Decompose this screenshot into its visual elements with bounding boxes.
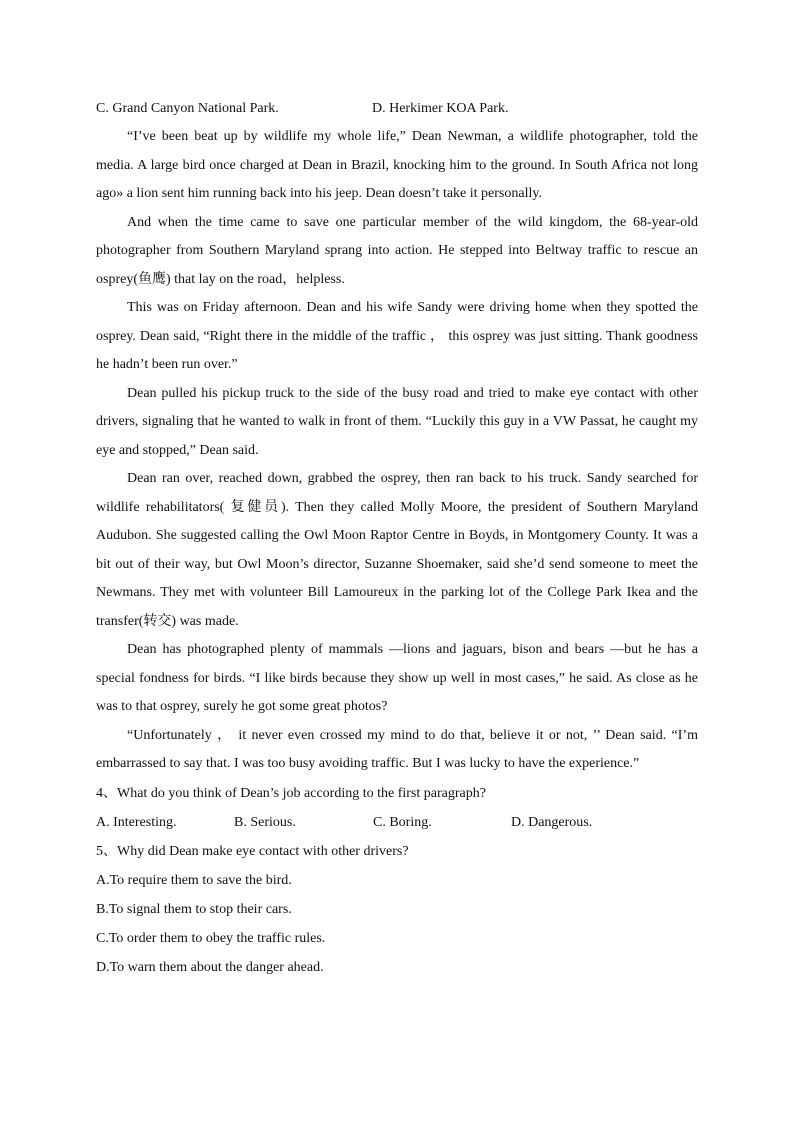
- passage-paragraph-5: Dean ran over, reached down, grabbed the osprey, then ran back to his truck. Sandy searched for wildlife rehabilitators( 复健员). Then they called Molly Moore, the president of Southern Maryland Audubon. She suggested calling the Owl Moon Raptor Centre in Boyds, in Montgomery County. It was a bit out of their way, but Owl Moon’s director, Suzanne Shoemaker, said she’d send someone to meet the Newmans. They met with volunteer Bill Lamoureux in the parking lot of the College Park Ikea and the transfer(转交) was made.: [96, 471, 698, 629]
- passage-paragraph-3: This was on Friday afternoon. Dean and his wife Sandy were driving home when they spotted the osprey. Dean said, “Right there in the middle of the traffic ， this osprey was just sitting. Thank goodness he hadn’t been run over.”: [96, 300, 698, 372]
- q4-option-c: C. Boring.: [373, 814, 432, 830]
- passage-paragraph-7: “Unfortunately ， it never even crossed my mind to do that, believe it or not, ’’ Dean said. “I’m embarrassed to say that. I was too busy avoiding traffic. But I was lucky to have the experience.”: [96, 727, 698, 771]
- option-d: D. Herkimer KOA Park.: [372, 101, 509, 116]
- q5-option-d: D.To warn them about the danger ahead.: [96, 959, 324, 975]
- q5-option-a: A.To require them to save the bird.: [96, 872, 292, 888]
- q4-option-a: A. Interesting.: [96, 814, 177, 830]
- option-c: C. Grand Canyon National Park.: [96, 101, 279, 116]
- question-5-stem: 5、Why did Dean make eye contact with other drivers?: [96, 843, 409, 859]
- previous-question-options: [96, 94, 698, 123]
- q4-option-b: B. Serious.: [234, 814, 296, 830]
- q5-option-b: B.To signal them to stop their cars.: [96, 901, 292, 917]
- question-4-stem: 4、What do you think of Dean’s job according to the first paragraph?: [96, 785, 486, 801]
- document-page: [96, 94, 698, 982]
- q5-option-c: C.To order them to obey the traffic rules.: [96, 930, 326, 946]
- passage-paragraph-1: “I’ve been beat up by wildlife my whole life,” Dean Newman, a wildlife photographer, told the media. A large bird once charged at Dean in Brazil, knocking him to the ground. In South Africa not long ago» a lion sent him running back into his jeep. Dean doesn’t take it personally.: [96, 129, 698, 201]
- q4-option-d: D. Dangerous.: [511, 814, 593, 830]
- passage-paragraph-2: And when the time came to save one particular member of the wild kingdom, the 68-year-old photographer from Southern Maryland sprang into action. He stepped into Beltway traffic to rescue an osprey(鱼鹰) that lay on the road，helpless.: [96, 214, 698, 287]
- question-4-options: [96, 808, 698, 837]
- passage-paragraph-6: Dean has photographed plenty of mammals —lions and jaguars, bison and bears —but he has a special fondness for birds. “I like birds because they show up well in most cases,” he said. As close as he was to that osprey, surely he got some great photos?: [96, 642, 698, 714]
- passage-paragraph-4: Dean pulled his pickup truck to the side of the busy road and tried to make eye contact with other drivers, signaling that he wanted to walk in front of them. “Luckily this guy in a VW Passat, he caught my eye and stopped,” Dean said.: [96, 385, 698, 458]
